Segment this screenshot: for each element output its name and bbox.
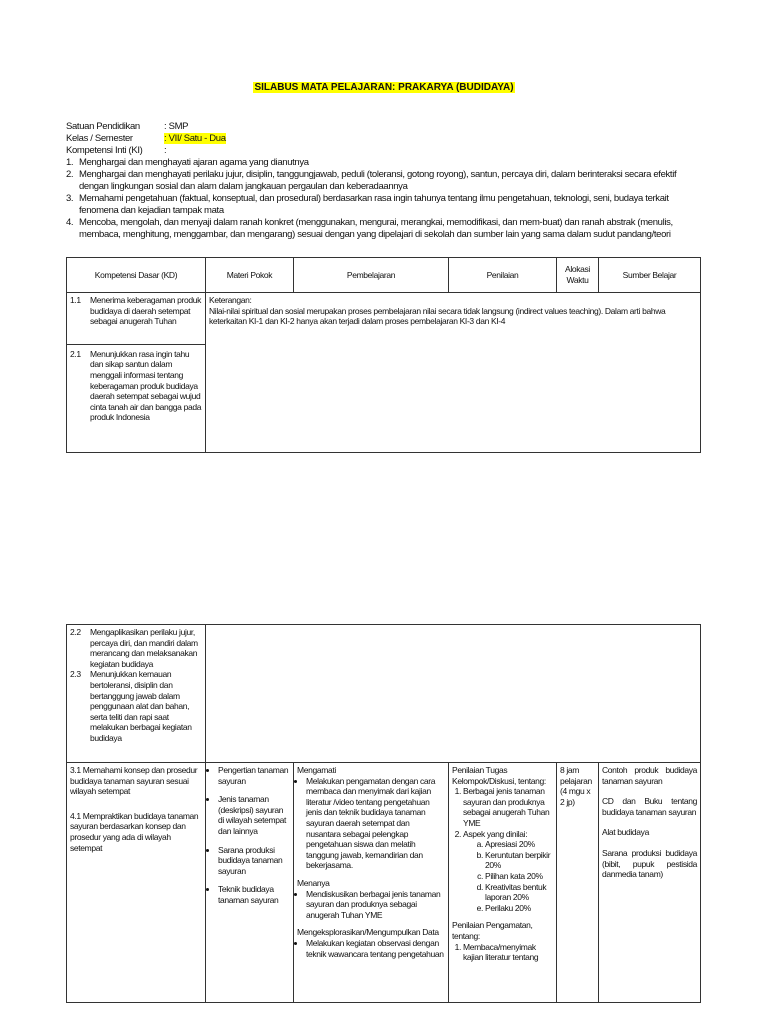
penilaian-item: [463, 829, 553, 914]
empty-cell: [206, 625, 701, 763]
materi-list: [209, 765, 290, 906]
header-pembelajaran: Pembelajaran: [294, 258, 449, 293]
keterangan-text: Nilai-nilai spiritual dan sosial merupakan proses pembelajaran nilai secara tidak langsung (indirect values teaching). Dalam arti bahwa keterkaitan KI-1 dan KI-2 hanya akan terjadi dalam proses pembelajaran KI-3 dan KI-4: [209, 305, 666, 327]
kd-number: 2.2: [70, 627, 81, 637]
kd-3-1: 3.1 Memahami konsep dan prosedur budidaya tanaman sayuran sesuai wilayah setempat: [70, 765, 198, 797]
penilaian-cell: [449, 763, 557, 1003]
aspek-list: [463, 839, 553, 913]
mengamati-label: Mengamati: [297, 765, 336, 775]
sumber-item: Alat budidaya: [602, 827, 649, 838]
syllabus-table-2: [66, 624, 701, 1003]
table-row: [67, 763, 701, 1003]
penilaian-item: 1. Berbagai jenis tanaman sayuran dan produknya sebagai anugerah Tuhan YME: [463, 786, 553, 828]
ki-item: [66, 169, 700, 193]
ki-item: [66, 157, 700, 169]
kd-text: Mengaplikasikan perilaku jujur, percaya diri, dan mandiri dalam merancang dan melaksanakan kegiatan budidaya: [90, 627, 198, 669]
penilaian-pengamatan-label: Penilaian Pengamatan, tentang:: [452, 920, 533, 941]
kd-1-1: [70, 295, 202, 327]
info-label-satuan: Satuan Pendidikan: [66, 121, 140, 132]
kd-2-3: [70, 669, 202, 743]
kd-cell: [67, 293, 206, 453]
table-row: [67, 625, 701, 763]
info-value-kelas: [164, 133, 226, 145]
header-materi: Materi Pokok: [206, 258, 294, 293]
materi-item: • Pengertian tanaman sayuran: [218, 765, 290, 786]
keterangan-label: Keterangan:: [209, 295, 252, 305]
kd-text: Menerima keberagaman produk budidaya di daerah setempat sebagai anugerah Tuhan: [90, 295, 202, 327]
aspek-item: c. Pilihan kata 20%: [485, 871, 553, 882]
menanya-label: Menanya: [297, 877, 330, 888]
eksplorasi-item: • Melakukan kegiatan observasi dengan teknik wawancara tentang pengetahuan: [306, 938, 445, 959]
menanya-list: [297, 889, 445, 921]
page-title: [0, 82, 768, 93]
kd-cell: [67, 625, 206, 763]
ki-text: Menghargai dan menghayati perilaku jujur, disiplin, tanggungjawab, peduli (toleransi, gotong royong), santun, percaya diri, dalam berinteraksi secara efektif dengan lingkungan sosial dan alam dalam jangkauan pergaulan dan keberadaannya: [79, 169, 677, 192]
ki-item: [66, 217, 700, 241]
materi-cell: [206, 763, 294, 1003]
ki-text: Mencoba, mengolah, dan menyaji dalam ranah konkret (menggunakan, mengurai, merangkai, memodifikasi, dan mem-buat) dan ranah abstrak (menulis, membaca, menghitung, menggambar, dan mengarang) sesuai dengan yang dipelajari di sekolah dan sumber lain yang sama dalam sudut pandang/teori: [79, 217, 673, 240]
materi-item: • Sarana produksi budidaya tanaman sayuran: [218, 845, 290, 877]
aspek-item: a. Apresiasi 20%: [485, 839, 553, 850]
syllabus-table-1: [66, 257, 701, 453]
table-row: [67, 293, 701, 453]
pengamatan-list: [452, 942, 553, 963]
kd-number: 1.1: [70, 295, 81, 305]
eksplorasi-label: Mengeksplorasikan/Mengumpulkan Data: [297, 927, 439, 938]
kd-number: 2.3: [70, 669, 81, 680]
header-kd: Kompetensi Dasar (KD): [67, 258, 206, 293]
kd-2-1: [70, 349, 202, 423]
header-sumber: Sumber Belajar: [599, 258, 701, 293]
penilaian-list: [452, 786, 553, 913]
ki-number: 4.: [66, 217, 74, 228]
aspek-item: e. Perilaku 20%: [485, 903, 553, 914]
ki-list: [66, 157, 700, 241]
kd-text: Menunjukkan rasa ingin tahu dan sikap santun dalam menggali informasi tentang keberagaman produk budidaya daerah setempat sebagai wujud cinta tanah air dan bangga pada produk Indonesia: [90, 348, 202, 423]
sumber-item: Contoh produk budidaya tanaman sayuran: [602, 765, 698, 786]
materi-item: • Teknik budidaya tanaman sayuran: [218, 884, 290, 905]
info-value-ki: :: [164, 145, 167, 156]
info-value-satuan: : SMP: [164, 121, 189, 132]
header-alokasi: Alokasi Waktu: [557, 258, 599, 293]
kd-text: Menunjukkan kemauan bertoleransi, disiplin dan bertanggung jawab dalam penggunaan alat dan bahan, serta teliti dan rapi saat melakukan berbagai kegiatan budidaya: [90, 669, 192, 743]
kd-4-1: 4.1 Mempraktikan budidaya tanaman sayuran berdasarkan konsep dan prosedur yang ada di wilayah setempat: [70, 810, 199, 853]
sumber-item: Sarana produksi budidaya (bibit, pupuk pestisida danmedia tanam): [602, 847, 698, 880]
mengamati-list: [297, 776, 445, 871]
pembelajaran-cell: [294, 763, 449, 1003]
kd-number: 2.1: [70, 348, 81, 359]
ki-text: Memahami pengetahuan (faktual, konseptual, dan prosedural) berdasarkan rasa ingin tahunya tentang ilmu pengetahuan, teknologi, seni, budaya terkait fenomena dan kejadian tampak mata: [79, 193, 669, 216]
kd-cell: [67, 763, 206, 1003]
menanya-item: • Mendiskusikan berbagai jenis tanaman sayuran dan produknya sebagai anugerah Tuhan YME: [306, 889, 445, 921]
pengamatan-item: 1. Membaca/menyimak kajian literatur tentang: [463, 942, 553, 963]
aspek-item: b. Keruntutan berpikir 20%: [485, 850, 553, 871]
aspek-item: d. Kreativitas bentuk laporan 20%: [485, 882, 553, 903]
table-header-row: [67, 258, 701, 293]
eksplorasi-list: [297, 938, 445, 959]
materi-item: • Jenis tanaman (deskripsi) sayuran di wilayah setempat dan lainnya: [218, 794, 290, 836]
ki-number: 1.: [66, 157, 74, 168]
info-label-ki: Kompetensi Inti (KI): [66, 145, 143, 156]
kd-divider: [67, 344, 205, 345]
ki-item: [66, 193, 700, 217]
title-text: SILABUS MATA PELAJARAN: PRAKARYA (BUDIDAYA): [254, 82, 514, 93]
alokasi-cell: 8 jam pelajaran (4 mgu x 2 jp): [557, 763, 599, 1003]
kd-2-2: [70, 627, 202, 669]
ki-text: Menghargai dan menghayati ajaran agama yang dianutnya: [79, 157, 309, 168]
penilaian-tugas-label: Penilaian Tugas Kelompok/Diskusi, tentang:: [452, 765, 546, 786]
aspek-label: Aspek yang dinilai:: [463, 828, 528, 839]
sumber-item: CD dan Buku tentang budidaya tanaman sayuran: [602, 796, 698, 817]
info-label-kelas: Kelas / Semester: [66, 133, 133, 144]
ki-number: 3.: [66, 193, 74, 204]
sumber-cell: [599, 763, 701, 1003]
kelas-highlight: : VII/ Satu - Dua: [164, 133, 226, 144]
header-penilaian: Penilaian: [449, 258, 557, 293]
mengamati-item: • Melakukan pengamatan dengan cara membaca dan menyimak dari kajian literatur /video tentang pengetahuan jenis dan teknik budidaya tanaman sayuran daerah setempat dan nusantara sebagai pelengkap pengetahuan siswa dan melatih tanggung jawab, kemandirian dan bekerjasama.: [306, 776, 445, 871]
keterangan-cell: [206, 293, 701, 453]
ki-number: 2.: [66, 169, 74, 180]
